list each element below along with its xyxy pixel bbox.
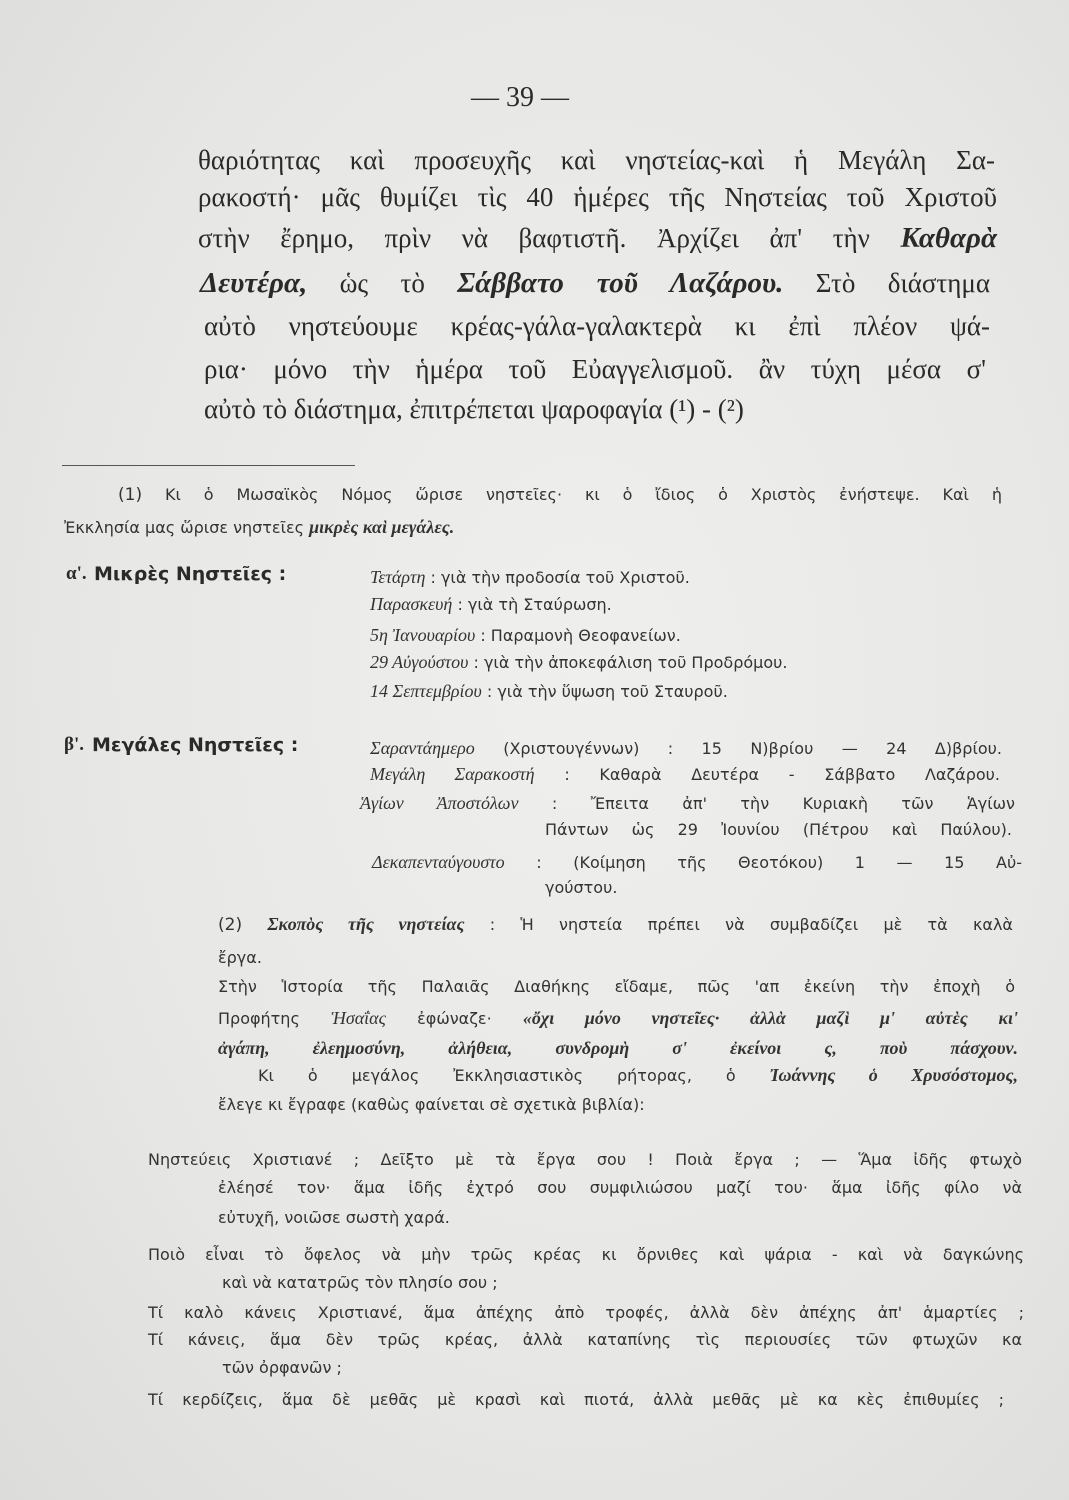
emphasis-text: Καθαρὰ — [900, 222, 998, 254]
footnote-number: (1) — [118, 485, 143, 505]
emphasis-text: «ὄχι μόνο νηστεῖες· ἀλλὰ μαζὶ μ' αὐτὲς κι' — [522, 1008, 1018, 1028]
main-text: στὴν ἔρημο, πρὶν νὰ βαφτιστῆ. Ἀρχίζει ἀπ' τὴν — [198, 223, 870, 253]
fast-item — [370, 736, 1002, 761]
main-line: ρακοστή· μᾶς θυμίζει τὶς 40 ἡμέρες τῆς Νηστείας τοῦ Χριστοῦ — [198, 182, 997, 212]
footnote-line — [258, 1063, 1018, 1088]
quote-line: τῶν ὀρφανῶν ; — [222, 1358, 342, 1377]
footnote-number: (2) — [218, 915, 243, 935]
quote-line: ἐλέησέ τον· ἅμα ἰδῆς ἐχτρό σου συμφιλιώσου μαζί του· ἅμα ἰδῆς φίλο νὰ — [218, 1178, 1022, 1197]
fast-item — [370, 623, 990, 648]
fast-term: Ἁγίων Ἀποστόλων — [360, 793, 519, 813]
fast-term: Τετάρτη — [370, 567, 426, 587]
fast-desc: (Χριστουγέννων) : 15 Ν)βρίου — 24 Δ)βρίου. — [503, 739, 1002, 758]
emphasis-text: Δευτέρα, — [200, 267, 308, 299]
quote-line: εὐτυχῆ, νοιῶσε σωστὴ χαρά. — [218, 1208, 450, 1227]
quote-line: Τί καλὸ κάνεις Χριστιανέ, ἅμα ἀπέχης ἀπὸ τροφές, ἀλλὰ δὲν ἀπέχης ἀπ' ἁμαρτίες ; — [148, 1303, 1024, 1322]
prophet-name: Ἡσαΐας — [331, 1008, 386, 1028]
main-line: ρια· μόνο τὴν ἡμέρα τοῦ Εὐαγγελισμοῦ. ἂν τύχη μέσα σ' — [204, 354, 986, 384]
footnote-line — [218, 912, 1013, 937]
footnote-line — [118, 483, 1002, 507]
fast-item — [370, 565, 990, 590]
footnote-line — [218, 1036, 1018, 1061]
fast-desc: : γιὰ τὴ Σταύρωση. — [457, 595, 612, 614]
footnote-line: ἔλεγε κι ἔγραφε (καθὼς φαίνεται σὲ σχετικὰ βιβλία): — [218, 1095, 645, 1114]
fast-term: 29 Αὐγούστου — [370, 652, 469, 672]
main-line: αὐτὸ τὸ διάστημα, ἐπιτρέπεται ψαροφαγία (¹) - (²) — [204, 394, 744, 424]
fast-desc: : Καθαρὰ Δευτέρα - Σάββατο Λαζάρου. — [564, 765, 1000, 784]
list-marker-b: β'. — [64, 734, 85, 755]
fast-item — [360, 791, 1015, 816]
quote-line: Ποιὸ εἶναι τὸ ὄφελος νὰ μὴν τρῶς κρέας κι ὄρνιθες καὶ ψάρια - καὶ νὰ δαγκώνης — [148, 1245, 1024, 1264]
fast-term: Σαραντάημερο — [370, 738, 475, 758]
fast-item-continuation: Πάντων ὡς 29 Ἰουνίου (Πέτρου καὶ Παύλου). — [545, 820, 1012, 839]
fast-desc: : γιὰ τὴν ὕψωση τοῦ Σταυροῦ. — [486, 682, 728, 701]
fast-term: Μεγάλη Σαρακοστή — [370, 764, 535, 784]
fast-desc: : (Κοίμηση τῆς Θεοτόκου) 1 — 15 Αὐ- — [536, 853, 1022, 872]
main-line: αὐτὸ νηστεύουμε κρέας-γάλα-γαλακτερὰ κι ἐπὶ πλέον ψά- — [204, 311, 990, 341]
fast-item — [370, 762, 1000, 787]
fast-term: Δεκαπενταύγουστο — [372, 852, 505, 872]
quote-line: Τί κάνεις, ἅμα δὲν τρῶς κρέας, ἀλλὰ καταπίνης τὶς περιουσίες τῶν φτωχῶν κα — [148, 1330, 1022, 1349]
emphasis-text: μικρὲς καὶ μεγάλες. — [309, 517, 455, 537]
footnote-line: Στὴν Ἱστορία τῆς Παλαιᾶς Διαθήκης εἴδαμε, πῶς 'απ ἐκείνη τὴν ἐποχὴ ὁ — [218, 977, 1015, 996]
emphasis-text: ἀγάπη, ἐλεημοσύνη, ἀλήθεια, συνδρομὴ σ' ἐκείνοι ς, ποὺ πάσχουν. — [218, 1038, 1018, 1058]
footnote-text: Ἐκκλησία μας ὥρισε νηστεῖες — [64, 518, 305, 537]
main-line — [198, 221, 997, 255]
main-text: Στὸ διάστημα — [815, 268, 991, 298]
fast-item — [370, 679, 990, 704]
emphasis-text: Σκοπὸς τῆς νηστείας — [267, 914, 465, 934]
quote-line: Τί κερδίζεις, ἅμα δὲ μεθᾶς μὲ κρασὶ καὶ πιοτά, ἀλλὰ μεθᾶς μὲ κα κὲς ἐπιθυμίες ; — [148, 1390, 1004, 1409]
quote-line: καὶ νὰ κατατρῶς τὸν πλησίο σου ; — [222, 1273, 498, 1292]
footnote-text: ἐφώναζε· — [417, 1009, 492, 1028]
main-text: ὡς τὸ — [339, 268, 425, 298]
fast-term: Παρασκευή — [370, 594, 453, 614]
fast-item — [370, 592, 990, 617]
major-fasts-heading: Μεγάλες Νηστεῖες : — [92, 734, 299, 756]
footnote-text: Προφήτης — [218, 1009, 300, 1028]
page-number: — 39 — — [471, 82, 569, 113]
fast-item — [372, 850, 1022, 875]
list-marker-a: α'. — [66, 563, 87, 584]
main-line — [200, 266, 990, 300]
footnote-line: ἔργα. — [218, 948, 262, 967]
fast-desc: : γιὰ τὴν ἀποκεφάλιση τοῦ Προδρόμου. — [473, 653, 788, 672]
footnote-text: Κι ὁ μεγάλος Ἐκκλησιαστικὸς ρήτορας, ὁ — [258, 1066, 736, 1085]
main-line: θαριότητας καὶ προσευχῆς καὶ νηστείας-καὶ ἡ Μεγάλη Σα- — [198, 145, 995, 175]
footnote-text: Κι ὁ Μωσαϊκὸς Νόμος ὥρισε νηστεῖες· κι ὁ ἴδιος ὁ Χριστὸς ἐνήστεψε. Καὶ ἡ — [165, 485, 1002, 504]
fast-desc: : Ἔπειτα ἀπ' τὴν Κυριακὴ τῶν Ἁγίων — [551, 794, 1015, 813]
footnote-line — [218, 1006, 1018, 1031]
fast-item-continuation: γούστου. — [545, 878, 618, 897]
footnote-line — [64, 515, 764, 540]
fast-desc: : Παραμονὴ Θεοφανείων. — [480, 626, 681, 645]
fast-term: 5η Ἰανουαρίου — [370, 625, 476, 645]
fast-desc: : γιὰ τὴν προδοσία τοῦ Χριστοῦ. — [430, 568, 690, 587]
fast-term: 14 Σεπτεμβρίου — [370, 681, 482, 701]
footnote-divider — [62, 465, 355, 466]
quote-line: Νηστεύεις Χριστιανέ ; Δεῖξτο μὲ τὰ ἔργα σου ! Ποιὰ ἔργα ; — Ἅμα ἰδῆς φτωχὸ — [148, 1150, 1022, 1169]
minor-fasts-heading: Μικρὲς Νηστεῖες : — [94, 563, 287, 585]
fast-item — [370, 650, 990, 675]
footnote-text: : Ἡ νηστεία πρέπει νὰ συμβαδίζει μὲ τὰ καλὰ — [489, 915, 1013, 934]
emphasis-text: Ἰωάννης ὁ Χρυσόστομος, — [769, 1065, 1019, 1085]
emphasis-text: Σάββατο τοῦ Λαζάρου. — [457, 267, 784, 299]
